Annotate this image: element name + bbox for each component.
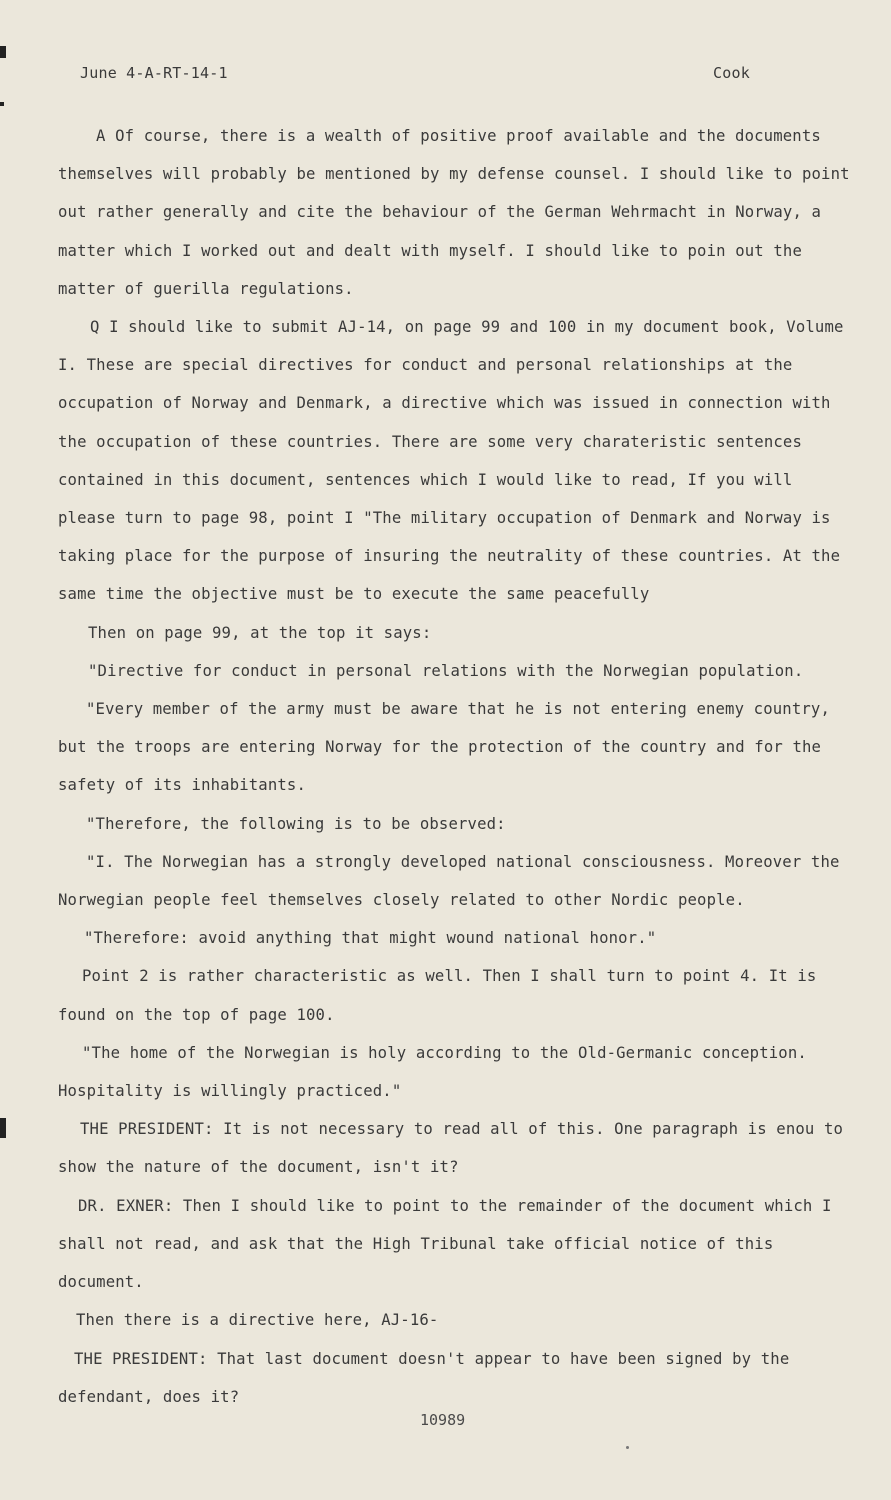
paper-speck xyxy=(626,1446,629,1449)
transcript-paragraph: Then on page 99, at the top it says: xyxy=(88,623,432,642)
transcript-paragraph: "I. The Norwegian has a strongly developed national consciousness. Moreover the Norwegian people feel themselves closely related to other Nordic people. xyxy=(58,852,840,910)
header-reference: June 4-A-RT-14-1 xyxy=(80,64,228,82)
transcript-paragraph: "Every member of the army must be aware that he is not entering enemy country, but the troops are entering Norway for the protection of the country and for the safety of its inhabitants. xyxy=(58,700,830,795)
transcript-paragraph: "The home of the Norwegian is holy according to the Old-Germanic conception. Hospitality is willingly practiced." xyxy=(58,1043,807,1101)
transcript-paragraph: Point 2 is rather characteristic as well. Then I shall turn to point 4. It is found on the top of page 100. xyxy=(58,967,817,1024)
transcript-paragraph: "Directive for conduct in personal relations with the Norwegian population. xyxy=(88,661,804,680)
transcript-body xyxy=(58,117,853,1416)
transcript-paragraph: Then there is a directive here, AJ-16- xyxy=(76,1311,439,1330)
transcript-paragraph: "Therefore: avoid anything that might wound national honor." xyxy=(84,929,657,948)
transcript-paragraph: DR. EXNER: Then I should like to point to the remainder of the document which I shall not read, and ask that the High Tribunal take official notice of this document. xyxy=(58,1196,832,1292)
binding-mark xyxy=(0,46,6,58)
transcript-paragraph: "Therefore, the following is to be observed: xyxy=(86,814,506,833)
transcript-paragraph: THE PRESIDENT: That last document doesn't appear to have been signed by the defendant, does it? xyxy=(58,1349,790,1406)
transcript-paragraph: THE PRESIDENT: It is not necessary to read all of this. One paragraph is enou to show the nature of the document, isn't it? xyxy=(58,1120,844,1177)
binding-mark xyxy=(0,102,4,106)
transcript-paragraph: A Of course, there is a wealth of positive proof available and the documents themselves will probably be mentioned by my defense counsel. I should like to point out rather generally and cite the behaviour of the German Wehrmacht in Norway, a matter which I worked out and dealt with myself. I should like to poin out the matter of guerilla regulations. xyxy=(58,127,850,298)
binding-mark xyxy=(0,1118,6,1138)
header-reporter: Cook xyxy=(713,64,750,82)
transcript-paragraph: Q I should like to submit AJ-14, on page 99 and 100 in my document book, Volume I. These are special directives for conduct and personal relationships at the occupation of Norway and Denmark, a directive which was issued in connection with the occupation of these countries. There are some very charateristic sentences contained in this document, sentences which I would like to read, If you will please turn to page 98, point I "The military occupation of Denmark and Norway is taking place for the purpose of insuring the neutrality of these countries. At the same time the objective must be to execute the same peacefully xyxy=(58,318,844,604)
page-number: 10989 xyxy=(420,1411,466,1429)
